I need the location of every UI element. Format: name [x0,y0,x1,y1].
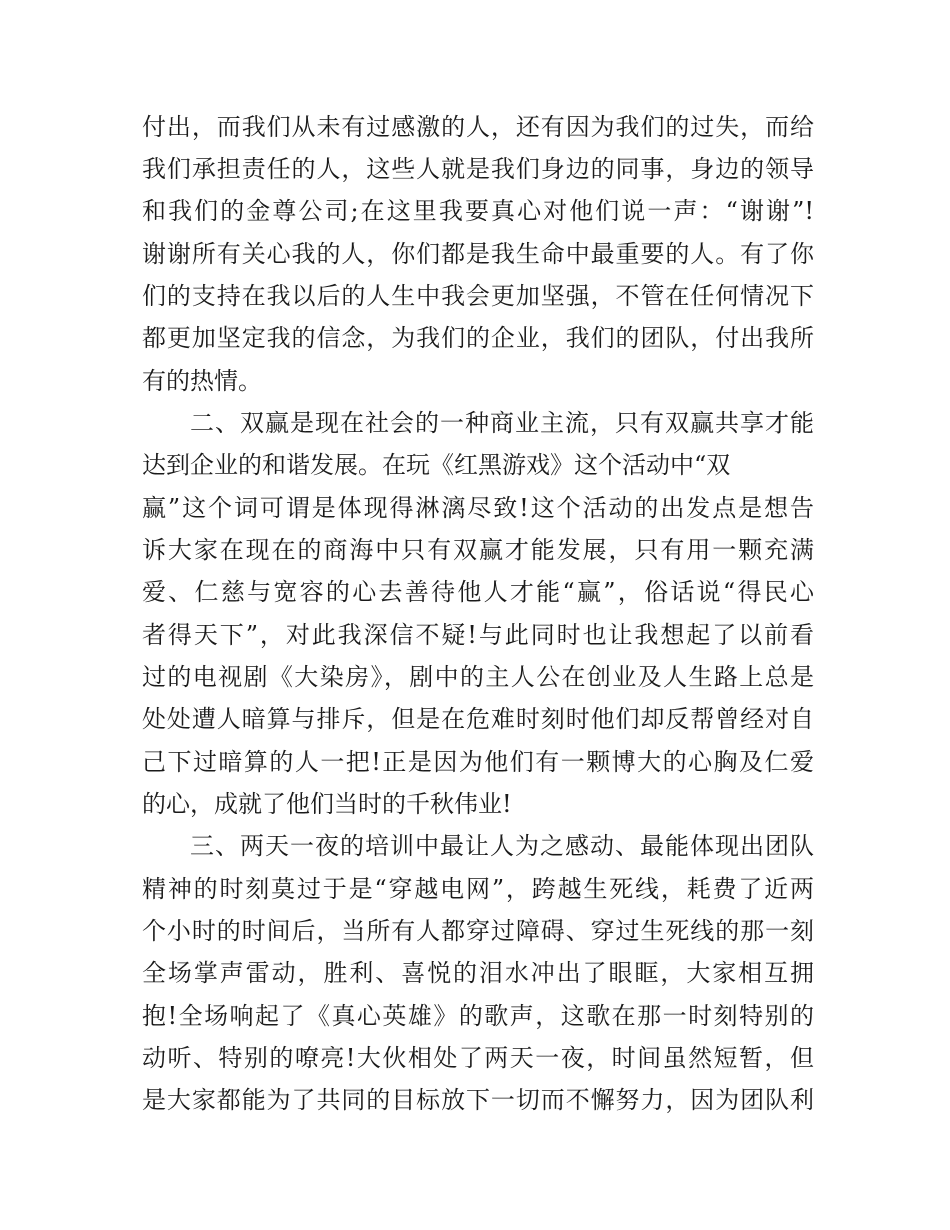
text-line: 达到企业的和谐发展。在玩《红黑游戏》这个活动中“双 [142,451,731,479]
text-line: 诉大家在现在的商海中只有双赢才能发展，只有用一颗充满 [142,536,814,564]
text-line: 个小时的时间后，当所有人都穿过障碍、穿过生死线的那一刻 [142,917,814,945]
text-line: 二、双赢是现在社会的一种商业主流，只有双赢共享才能 [190,409,814,437]
text-line: 赢”这个词可谓是体现得淋漓尽致!这个活动的出发点是想告 [142,494,814,522]
text-line: 爱、仁慈与宽容的心去善待他人才能“赢”，俗话说“得民心 [142,578,814,606]
text-line: 动听、特别的嘹亮!大伙相处了两天一夜，时间虽然短暂，但 [142,1044,814,1072]
text-line: 精神的时刻莫过于是“穿越电网”，跨越生死线，耗费了近两 [142,875,814,903]
text-line: 我们承担责任的人，这些人就是我们身边的同事，身边的领导 [142,155,814,183]
text-line: 都更加坚定我的信念，为我们的企业，我们的团队，付出我所 [142,324,814,352]
text-line: 谢谢所有关心我的人，你们都是我生命中最重要的人。有了你 [142,240,814,268]
text-line: 的心，成就了他们当时的千秋伟业! [142,790,512,818]
text-line: 者得天下”，对此我深信不疑!与此同时也让我想起了以前看 [142,621,814,649]
text-line: 付出，而我们从未有过感激的人，还有因为我们的过失，而给 [142,113,814,141]
text-line: 有的热情。 [142,367,262,395]
text-line: 是大家都能为了共同的目标放下一切而不懈努力，因为团队利 [142,1086,814,1114]
text-line: 抱!全场响起了《真心英雄》的歌声，这歌在那一时刻特别的 [142,1002,814,1030]
text-line: 处处遭人暗算与排斥，但是在危难时刻时他们却反帮曾经对自 [142,705,814,733]
text-line: 们的支持在我以后的人生中我会更加坚强，不管在任何情况下 [142,282,814,310]
text-line: 过的电视剧《大染房》，剧中的主人公在创业及人生路上总是 [142,663,814,691]
text-line: 己下过暗算的人一把!正是因为他们有一颗博大的心胸及仁爱 [142,748,814,776]
text-line: 三、两天一夜的培训中最让人为之感动、最能体现出团队 [190,832,814,860]
text-line: 全场掌声雷动，胜利、喜悦的泪水冲出了眼眶，大家相互拥 [142,959,814,987]
text-line: 和我们的金尊公司;在这里我要真心对他们说一声：“谢谢”! [142,197,814,225]
